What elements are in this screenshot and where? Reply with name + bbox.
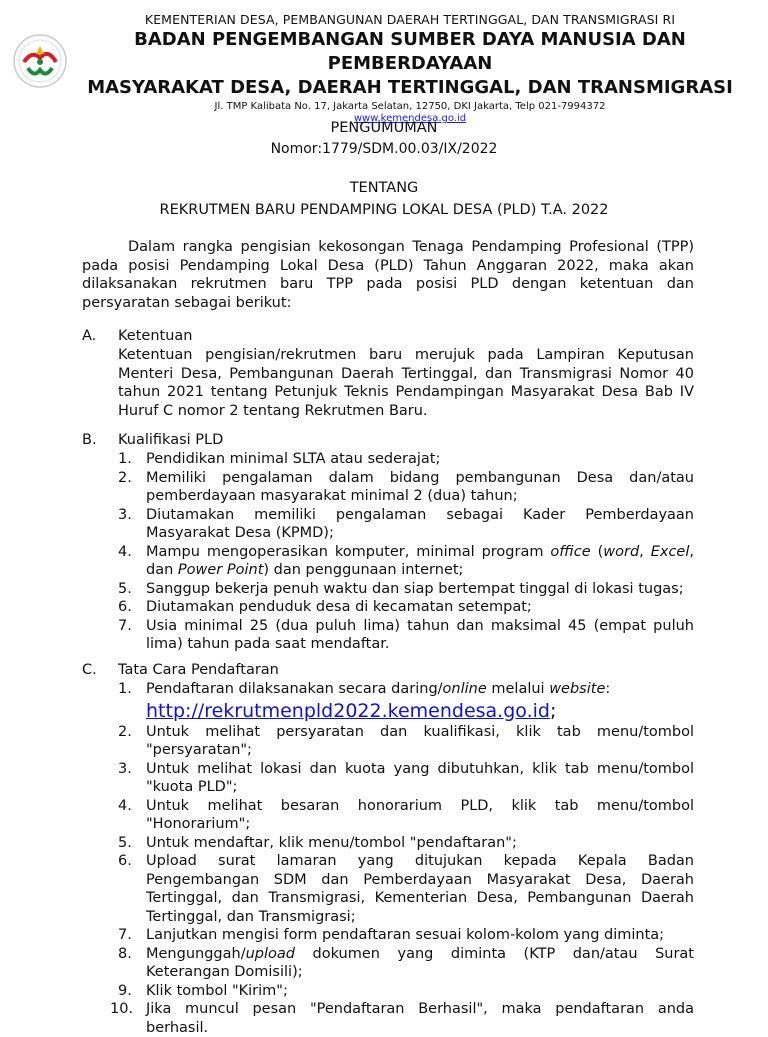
section-body: Ketentuan pengisian/rekrutmen baru merujuk pada Lampiran Keputusan Menteri Desa, Pembangunan Daerah Tertinggal, dan Transmigrasi Nomor 40 tahun 2021 tentang Petunjuk Teknis Pendampingan Masyarakat Desa Bab IV Huruf C nomor 2 tentang Rekrutmen Baru. [118, 347, 694, 419]
kemendesa-logo-icon [10, 32, 70, 90]
list-item: 6. Diutamakan penduduk desa di kecamatan setempat; [118, 599, 532, 615]
section-ketentuan [82, 326, 694, 420]
list-item: 2. Untuk melihat persyaratan dan kualifikasi, klik tab menu/tombol "persyaratan"; [118, 723, 694, 758]
section-kualifikasi [82, 430, 694, 654]
tata-cara-list [82, 680, 694, 1037]
list-item: 1. Pendaftaran dilaksanakan secara daring/online melalui website: http://rekrutmenpld2022.kemendesa.go.id; [118, 681, 611, 722]
section-tata-cara [82, 660, 694, 1037]
list-item: 3. Diutamakan memiliki pengalaman sebagai Kader Pemberdayaan Masyarakat Desa (KPMD); [118, 506, 694, 541]
registration-link[interactable]: http://rekrutmenpld2022.kemendesa.go.id [146, 699, 550, 722]
list-item: 4. Mampu mengoperasikan komputer, minimal program office (word, Excel, dan Power Point) dan penggunaan internet; [118, 543, 694, 578]
section-title: C. Tata Cara Pendaftaran [82, 662, 279, 678]
list-item: 2. Memiliki pengalaman dalam bidang pembangunan Desa dan/atau pemberdayaan masyarakat minimal 2 (dua) tahun; [118, 469, 694, 504]
announcement-label: PENGUMUMAN [330, 120, 438, 136]
list-item: 7. Lanjutkan mengisi form pendaftaran sesuai kolom-kolom yang diminta; [118, 927, 665, 943]
agency-name-line1: BADAN PENGEMBANGAN SUMBER DAYA MANUSIA DAN PEMBERDAYAAN [134, 29, 686, 74]
list-item: 3. Untuk melihat lokasi dan kuota yang dibutuhkan, klik tab menu/tombol "kuota PLD"; [118, 760, 694, 795]
agency-website-link[interactable]: www.kemendesa.go.id [353, 113, 467, 124]
announcement-about: TENTANG [349, 180, 419, 196]
ministry-name: KEMENTERIAN DESA, PEMBANGUNAN DAERAH TERTINGGAL, DAN TRANSMIGRASI RI [144, 12, 676, 27]
intro-paragraph: Dalam rangka pengisian kekosongan Tenaga Pendamping Profesional (TPP) pada posisi Pendamping Lokal Desa (PLD) Tahun Anggaran 2022, maka akan dilaksanakan rekrutmen baru TPP pada posisi PLD dengan ketentuan dan persyaratan sebagai berikut: [82, 239, 694, 311]
list-item: 7. Usia minimal 25 (dua puluh lima) tahun dan maksimal 45 (empat puluh lima) tahun pada saat mendaftar. [118, 617, 694, 652]
section-title: B. Kualifikasi PLD [82, 432, 224, 448]
list-item: 6. Upload surat lamaran yang ditujukan kepada Kepala Badan Pengembangan SDM dan Pemberdayaan Masyarakat Desa, Daerah Tertinggal, dan Transmigrasi, Kementerian Desa, Pembangunan Daerah Tertinggal, dan Transmigrasi; [118, 853, 694, 925]
list-item: 9. Klik tombol "Kirim"; [118, 982, 288, 999]
list-item: 8. Mengunggah/upload dokumen yang diminta (KTP dan/atau Surat Keterangan Domisili); [118, 945, 694, 980]
list-item: 10. Jika muncul pesan "Pendaftaran Berhasil", maka pendaftaran anda berhasil. [110, 1001, 694, 1036]
announcement-number: Nomor:1779/SDM.00.03/IX/2022 [270, 141, 498, 157]
list-item: 4. Untuk melihat besaran honorarium PLD, klik tab menu/tombol "Honorarium"; [118, 797, 694, 832]
list-item: 5. Untuk mendaftar, klik menu/tombol "pendaftaran"; [118, 834, 517, 851]
kualifikasi-list [82, 450, 694, 654]
agency-name-line2: MASYARAKAT DESA, DAERAH TERTINGGAL, DAN TRANSMIGRASI [87, 77, 733, 98]
list-item: 5. Sanggup bekerja penuh waktu dan siap bertempat tinggal di lokasi tugas; [118, 580, 684, 597]
section-title: A. Ketentuan [82, 328, 193, 344]
agency-address: Jl. TMP Kalibata No. 17, Jakarta Selatan, 12750, DKI Jakarta, Telp 021-7994372 [214, 101, 606, 112]
letterhead [70, 12, 750, 125]
list-item: 1. Pendidikan minimal SLTA atau sederajat; [118, 451, 441, 467]
announcement-subject: REKRUTMEN BARU PENDAMPING LOKAL DESA (PLD) T.A. 2022 [159, 202, 609, 218]
